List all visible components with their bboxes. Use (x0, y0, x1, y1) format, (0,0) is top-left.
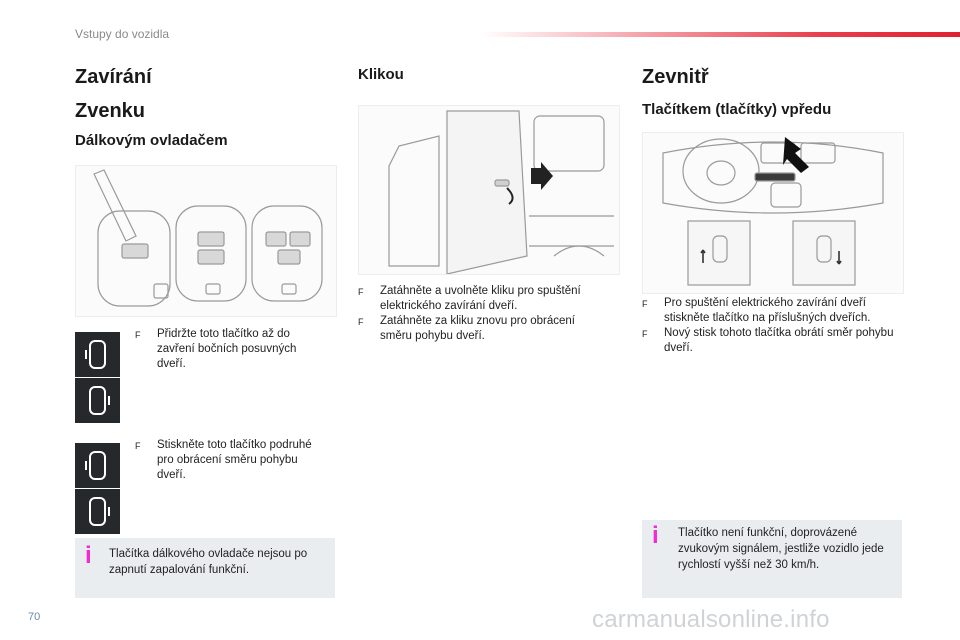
inside-instructions (642, 296, 900, 356)
handle-bullet-1: Zatáhněte a uvolněte kliku pro spuštění elektrického zavírání dveří. (380, 285, 581, 312)
bullet-mark: F (642, 299, 648, 309)
door-right-reverse-icon (75, 489, 120, 534)
info-box-speed (642, 520, 902, 598)
info-box-remote-text: Tlačítka dálkového ovladače nejsou po zapnutí zapalování funkční. (109, 548, 308, 576)
handle-bullet-2: Zatáhněte za kliku znovu pro obrácení směru pohybu dveří. (380, 315, 575, 342)
info-box-remote (75, 538, 335, 598)
info-box-speed-text: Tlačítko není funkční, doprovázené zvukovým signálem, jestliže vozidlo jede rychlostí vyšší než 30 km/h. (678, 527, 884, 571)
dashboard-icon (643, 133, 903, 293)
instruction-press-again-text: Stiskněte toto tlačítko podruhé pro obrácení směru pohybu dveří. (157, 439, 312, 481)
watermark: carmanualsonline.info (592, 606, 830, 633)
instruction-hold (135, 327, 325, 372)
bullet-mark: F (358, 317, 364, 327)
heading-inside: Zevnitř (642, 66, 709, 88)
info-icon: i (85, 542, 92, 569)
heading-handle: Klikou (358, 66, 404, 83)
header-accent-bar (480, 32, 960, 37)
bullet-mark: F (135, 330, 141, 340)
handle-instructions (358, 284, 608, 344)
heading-remote: Dálkovým ovladačem (75, 132, 228, 149)
heading-closing: Zavírání (75, 66, 152, 88)
van-door-icon (359, 106, 619, 274)
page-number: 70 (28, 611, 41, 623)
door-left-reverse-icon (75, 443, 120, 488)
info-icon: i (652, 522, 659, 549)
bullet-mark: F (642, 329, 648, 339)
instruction-hold-text: Přidržte toto tlačítko až do zavření bočních posuvných dveří. (157, 328, 297, 370)
heading-outside: Zvenku (75, 100, 146, 122)
bullet-mark: F (135, 441, 141, 451)
heading-front-buttons: Tlačítkem (tlačítky) vpředu (642, 101, 832, 118)
door-right-close-icon (75, 378, 120, 423)
bullet-mark: F (358, 287, 364, 297)
dashboard-illustration (642, 132, 904, 294)
remote-keys-icon (76, 166, 336, 316)
instruction-press-again (135, 438, 327, 483)
section-title: Vstupy do vozidla (75, 27, 170, 41)
inside-bullet-2: Nový stisk tohoto tlačítka obrátí směr pohybu dveří. (664, 327, 894, 354)
remote-keys-illustration (75, 165, 337, 317)
door-left-close-icon (75, 332, 120, 377)
inside-bullet-1: Pro spuštění elektrického zavírání dveří stiskněte tlačítko na příslušných dveřích. (664, 297, 871, 324)
door-handle-illustration (358, 105, 620, 275)
